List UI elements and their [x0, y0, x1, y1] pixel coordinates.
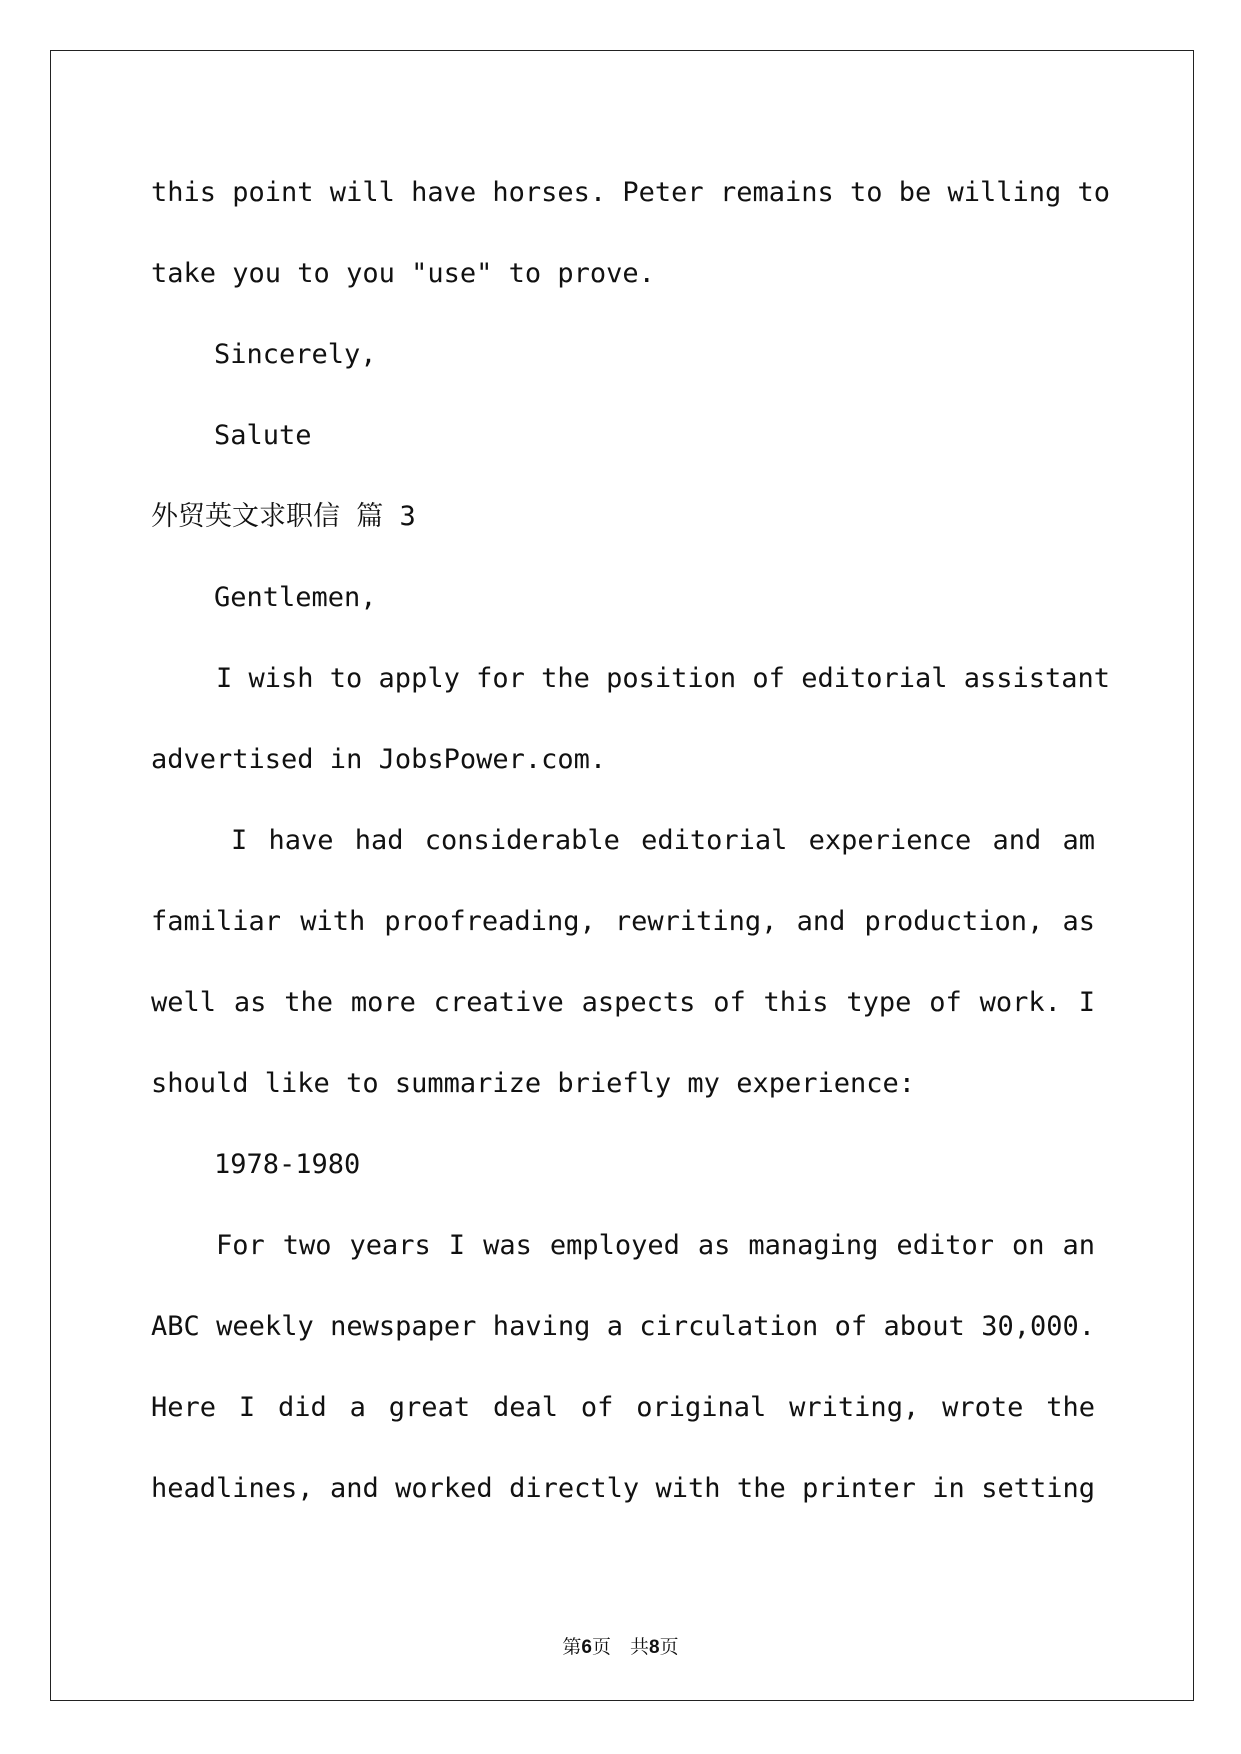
salutation: Gentlemen,	[214, 582, 377, 613]
footer-suffix: 页	[659, 1636, 679, 1658]
body-line-10: familiar with proofreading, rewriting, and production, as	[151, 906, 1095, 937]
footer-current-page: 6	[581, 1637, 592, 1658]
body-line-16: Here I did a great deal of original writing, wrote the	[151, 1392, 1095, 1423]
body-line-8: advertised in JobsPower.com.	[151, 744, 607, 775]
footer-mid: 页 共	[591, 1636, 649, 1658]
body-line-7: I wish to apply for the position of editorial assistant	[216, 663, 1111, 694]
section-heading: 外贸英文求职信 篇 3	[151, 501, 416, 532]
page-border	[50, 50, 1194, 1701]
body-line-9: I have had considerable editorial experience and am	[231, 825, 1095, 856]
page-footer	[0, 1632, 1241, 1662]
closing-sincerely: Sincerely,	[214, 339, 377, 370]
date-range: 1978-1980	[214, 1149, 361, 1180]
footer-prefix: 第	[562, 1636, 582, 1658]
body-line-2: take you to you "use" to prove.	[151, 258, 655, 289]
body-line-1: this point will have horses. Peter remains to be willing to	[151, 177, 1111, 208]
body-line-11: well as the more creative aspects of this type of work. I	[151, 987, 1095, 1018]
body-line-14: For two years I was employed as managing editor on an	[216, 1230, 1095, 1261]
body-line-17: headlines, and worked directly with the printer in setting	[151, 1473, 1095, 1504]
closing-salute: Salute	[214, 420, 312, 451]
footer-total-pages: 8	[649, 1637, 660, 1658]
body-line-15: ABC weekly newspaper having a circulation of about 30,000.	[151, 1311, 1095, 1342]
body-line-12: should like to summarize briefly my experience:	[151, 1068, 916, 1099]
